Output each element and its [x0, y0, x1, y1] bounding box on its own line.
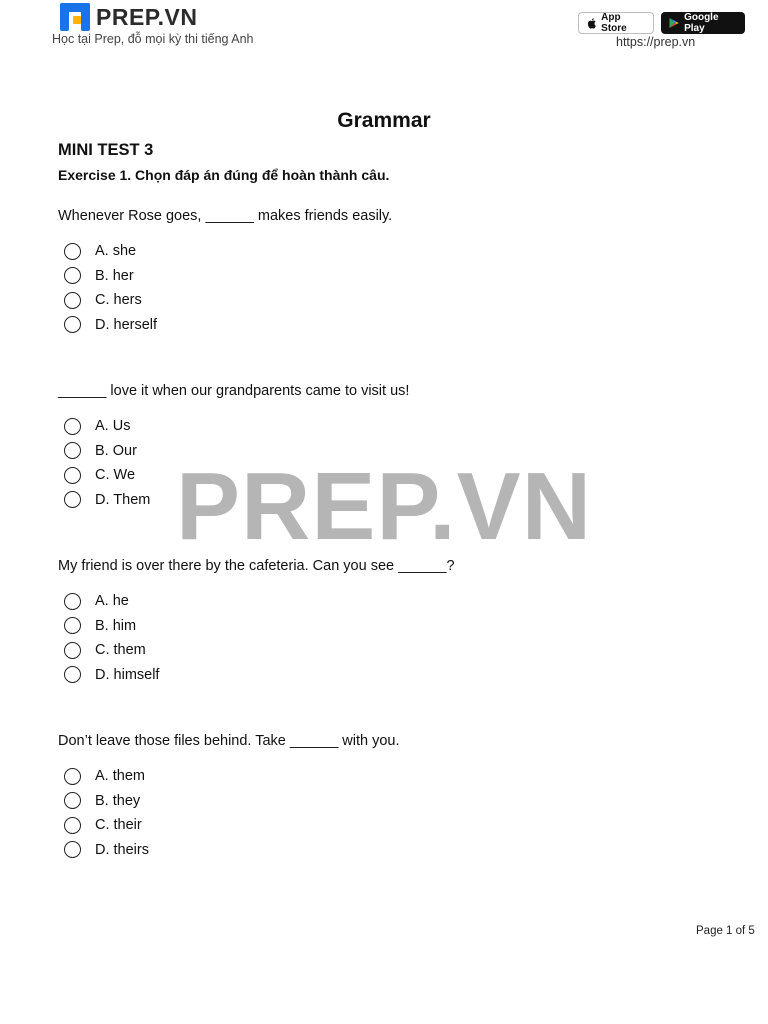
apple-icon — [587, 17, 596, 29]
option-label: A. he — [95, 593, 129, 610]
option-a[interactable] — [64, 589, 718, 614]
option-list — [58, 764, 718, 862]
radio-button[interactable] — [64, 617, 81, 634]
option-list — [58, 589, 718, 687]
option-d[interactable] — [64, 313, 718, 338]
option-a[interactable] — [64, 764, 718, 789]
option-label: D. himself — [95, 666, 160, 683]
site-url-link[interactable]: https://prep.vn — [616, 35, 696, 49]
question-3 — [58, 555, 718, 687]
option-b[interactable] — [64, 614, 718, 639]
page-number: Page 1 of 5 — [696, 925, 755, 937]
option-c[interactable] — [64, 638, 718, 663]
option-a[interactable] — [64, 239, 718, 264]
radio-button[interactable] — [64, 467, 81, 484]
radio-button[interactable] — [64, 267, 81, 284]
option-c[interactable] — [64, 463, 718, 488]
option-label: C. hers — [95, 292, 142, 309]
option-label: A. Us — [95, 418, 131, 435]
option-b[interactable] — [64, 439, 718, 464]
question-2 — [58, 380, 718, 512]
radio-button[interactable] — [64, 792, 81, 809]
option-list — [58, 414, 718, 512]
option-label: C. their — [95, 817, 142, 834]
option-label: C. them — [95, 642, 146, 659]
brand-tagline: Học tại Prep, đỗ mọi kỳ thi tiếng Anh — [52, 32, 254, 46]
option-label: B. Our — [95, 442, 137, 459]
brand-name: PREP.VN — [96, 3, 198, 30]
option-label: D. Them — [95, 491, 151, 508]
option-label: D. theirs — [95, 841, 149, 858]
option-c[interactable] — [64, 288, 718, 313]
prep-logo-icon — [60, 3, 90, 31]
radio-button[interactable] — [64, 817, 81, 834]
question-text: My friend is over there by the cafeteria. Can you see ______? — [58, 558, 455, 574]
radio-button[interactable] — [64, 243, 81, 260]
radio-button[interactable] — [64, 841, 81, 858]
option-d[interactable] — [64, 663, 718, 688]
question-1 — [58, 205, 718, 337]
radio-button[interactable] — [64, 768, 81, 785]
radio-button[interactable] — [64, 292, 81, 309]
radio-button[interactable] — [64, 442, 81, 459]
page-title: Grammar — [337, 109, 431, 132]
app-store-button[interactable] — [578, 12, 654, 34]
option-label: C. We — [95, 467, 136, 484]
option-d[interactable] — [64, 838, 718, 863]
option-label: B. her — [95, 267, 134, 284]
brand-logo[interactable] — [60, 3, 198, 31]
option-d[interactable] — [64, 488, 718, 513]
radio-button[interactable] — [64, 316, 81, 333]
option-b[interactable] — [64, 264, 718, 289]
question-text: Don’t leave those files behind. Take ______ with you. — [58, 733, 400, 749]
radio-button[interactable] — [64, 642, 81, 659]
option-label: B. they — [95, 792, 141, 809]
google-play-label: Google Play — [684, 12, 719, 34]
exercise-title: Exercise 1. Chọn đáp án đúng để hoàn thành câu. — [58, 167, 390, 183]
option-list — [58, 239, 718, 337]
question-4 — [58, 730, 718, 862]
option-label: B. him — [95, 617, 137, 634]
option-c[interactable] — [64, 813, 718, 838]
google-play-icon — [669, 17, 679, 29]
radio-button[interactable] — [64, 491, 81, 508]
option-label: A. she — [95, 243, 137, 260]
question-text: Whenever Rose goes, ______ makes friends easily. — [58, 208, 393, 224]
store-badges — [578, 12, 745, 34]
option-b[interactable] — [64, 789, 718, 814]
watermark: PREP.VN — [175, 453, 593, 560]
app-store-label: App Store — [601, 12, 627, 34]
radio-button[interactable] — [64, 593, 81, 610]
google-play-button[interactable] — [661, 12, 745, 34]
option-label: D. herself — [95, 316, 158, 333]
option-a[interactable] — [64, 414, 718, 439]
radio-button[interactable] — [64, 666, 81, 683]
option-label: A. them — [95, 768, 145, 785]
question-text: ______ love it when our grandparents came to visit us! — [58, 383, 410, 399]
radio-button[interactable] — [64, 418, 81, 435]
test-title: MINI TEST 3 — [58, 141, 154, 159]
